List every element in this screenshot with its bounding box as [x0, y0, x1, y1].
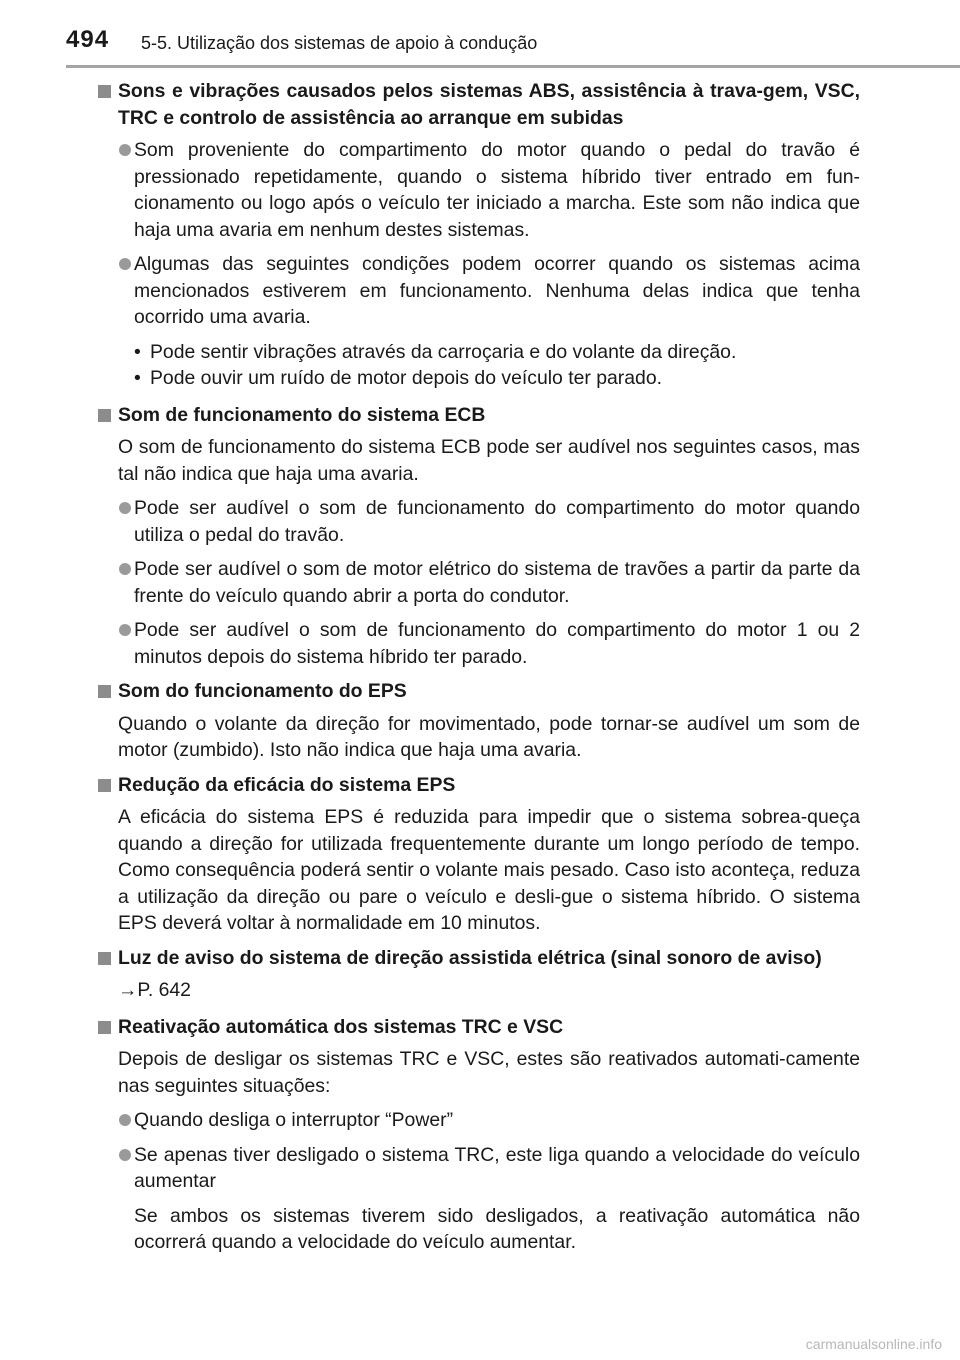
page-header	[0, 0, 960, 62]
bullet-item: Som proveniente do compartimento do motor quando o pedal do travão é pressionado repetidamente, quando o sistema híbrido tiver entrado em fun-cionamento ou logo após o veículo ter iniciado a marcha. Este som não indica que haja uma avaria em nenhum destes sistemas.	[98, 137, 860, 243]
bullet-item: Se apenas tiver desligado o sistema TRC, este liga quando a velocidade do veículo aumentar	[98, 1142, 860, 1195]
bullet-item: Pode ser audível o som de funcionamento do compartimento do motor quando utiliza o pedal do travão.	[98, 495, 860, 548]
bullet-item: Pode ser audível o som de funcionamento do compartimento do motor 1 ou 2 minutos depois do sistema híbrido ter parado.	[98, 617, 860, 670]
section-text: O som de funcionamento do sistema ECB pode ser audível nos seguintes casos, mas tal não indica que haja uma avaria.	[118, 436, 860, 485]
sub-paragraph: Se ambos os sistemas tiverem sido desligados, a reativação automática não ocorrerá quando a velocidade do veículo aumentar.	[134, 1204, 860, 1253]
bullet-item: Algumas das seguintes condições podem ocorrer quando os sistemas acima mencionados estiverem em funcionamento. Nenhuma delas indica que tenha ocorrido uma avaria.	[98, 251, 860, 331]
dot-item: • Pode sentir vibrações através da carroçaria e do volante da direção.	[98, 339, 860, 366]
section-text: Quando o volante da direção for movimentado, pode tornar-se audível um som de motor (zumbido). Isto não indica que haja uma avaria.	[118, 712, 860, 761]
page-reference-link[interactable]: →P. 642	[118, 979, 191, 1001]
section-text: Depois de desligar os sistemas TRC e VSC, estes são reativados automati-camente nas seguintes situações:	[118, 1048, 860, 1097]
section-abs-vsc-sounds	[98, 78, 860, 392]
section-ecb-sound	[98, 402, 860, 671]
page-number: 494	[66, 26, 110, 53]
dot-list	[98, 339, 860, 392]
section-heading: Som do funcionamento do EPS	[98, 678, 860, 705]
bullet-item: Pode ser audível o som de motor elétrico do sistema de travões a partir da parte da frente do veículo quando abrir a porta do condutor.	[98, 556, 860, 609]
section-eps-warning-light	[98, 945, 860, 1004]
section-title: 5-5. Utilização dos sistemas de apoio à condução	[141, 33, 538, 53]
section-trc-vsc-reactivation	[98, 1014, 860, 1256]
section-text: A eficácia do sistema EPS é reduzida para impedir que o sistema sobrea-queça quando a direção for utilizada frequentemente durante um longo período de tempo. Como consequência poderá sentir o volante mais pesado. Caso isto aconteça, reduza a utilização da direção ou pare o veículo e desli-gue o sistema híbrido. O sistema EPS deverá voltar à normalidade em 10 minutos.	[118, 806, 860, 934]
dot-item: • Pode ouvir um ruído de motor depois do veículo ter parado.	[98, 365, 860, 392]
section-eps-reduction	[98, 772, 860, 937]
header-rule	[66, 65, 960, 68]
section-heading: Redução da eficácia do sistema EPS	[98, 772, 860, 799]
page-content	[98, 78, 860, 1264]
section-heading: Som de funcionamento do sistema ECB	[98, 402, 860, 429]
watermark-text: carmanualsonline.info	[805, 1336, 942, 1352]
section-heading: Reativação automática dos sistemas TRC e VSC	[98, 1014, 860, 1041]
section-heading: Luz de aviso do sistema de direção assistida elétrica (sinal sonoro de aviso)	[98, 945, 860, 972]
bullet-item: Quando desliga o interruptor “Power”	[98, 1107, 860, 1134]
section-eps-sound	[98, 678, 860, 764]
section-heading: Sons e vibrações causados pelos sistemas ABS, assistência à trava-gem, VSC, TRC e controlo de assistência ao arranque em subidas	[98, 78, 860, 131]
